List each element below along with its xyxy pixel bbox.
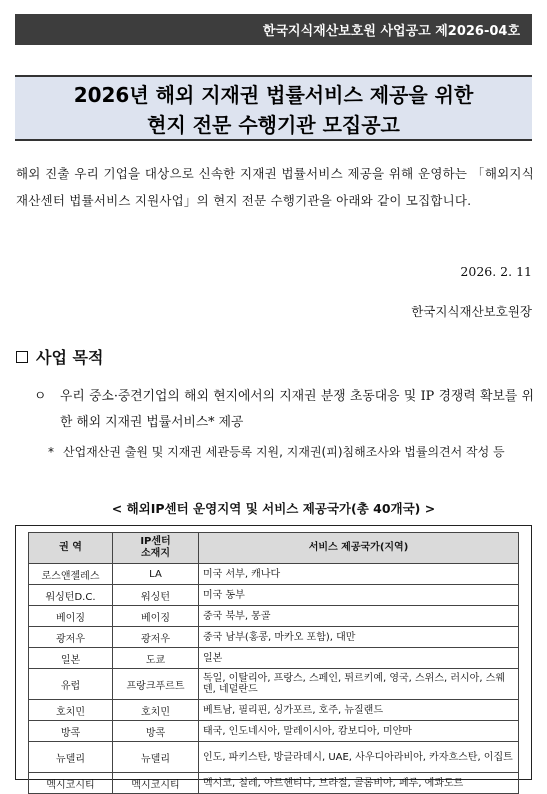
header-region: 권 역 xyxy=(29,533,113,564)
cell-region: 광저우 xyxy=(29,627,113,648)
cell-countries: 독일, 이탈리아, 프랑스, 스페인, 튀르키예, 영국, 스위스, 러시아, 스웨덴, 네덜란드 xyxy=(199,669,519,700)
cell-region: 베이징 xyxy=(29,606,113,627)
title-line-2: 현지 전문 수행기관 모집공고 xyxy=(147,113,400,137)
table-row xyxy=(29,700,519,721)
service-region-table xyxy=(28,532,519,794)
table-frame xyxy=(15,525,532,791)
cell-region: 로스앤젤레스 xyxy=(29,564,113,585)
table-row xyxy=(29,721,519,742)
cell-countries: 미국 서부, 캐나다 xyxy=(199,564,519,585)
table-row xyxy=(29,742,519,773)
cell-center: 호치민 xyxy=(113,700,199,721)
cell-countries: 미국 동부 xyxy=(199,585,519,606)
cell-region: 호치민 xyxy=(29,700,113,721)
section-title: 사업 목적 xyxy=(36,348,104,367)
purpose-text: 우리 중소·중견기업의 해외 현지에서의 지재권 분쟁 초동대응 및 IP 경쟁력 확보를 위한 해외 지재권 법률서비스* 제공 xyxy=(60,389,534,430)
header-center-line: IP센터 xyxy=(140,536,171,547)
title-line-1: 2026년 해외 지재권 법률서비스 제공을 위한 xyxy=(73,83,474,107)
cell-center: 뉴델리 xyxy=(113,742,199,773)
cell-region: 유럽 xyxy=(29,669,113,700)
cell-center: 방콕 xyxy=(113,721,199,742)
issuer-name: 한국지식재산보호원장 xyxy=(411,304,532,319)
cell-center: 프랑크푸르트 xyxy=(113,669,199,700)
table-row xyxy=(29,627,519,648)
square-bullet-icon xyxy=(16,351,28,363)
cell-region: 일본 xyxy=(29,648,113,669)
table-row xyxy=(29,773,519,794)
notice-number: 한국지식재산보호원 사업공고 제2026-04호 xyxy=(262,24,520,39)
table-row xyxy=(29,564,519,585)
notice-date: 2026. 2. 11 xyxy=(460,264,532,279)
table-row xyxy=(29,585,519,606)
cell-region: 뉴델리 xyxy=(29,742,113,773)
purpose-bullet xyxy=(34,384,534,436)
header-countries: 서비스 제공국가(지역) xyxy=(199,533,519,564)
cell-region: 방콕 xyxy=(29,721,113,742)
cell-center: 워싱턴 xyxy=(113,585,199,606)
cell-center: 멕시코시티 xyxy=(113,773,199,794)
cell-countries: 멕시코, 칠레, 아르헨티나, 브라질, 콜롬비아, 페루, 에콰도르 xyxy=(199,773,519,794)
cell-countries: 일본 xyxy=(199,648,519,669)
footnote-text: 산업재산권 출원 및 지재권 세관등록 지원, 지재권(피)침해조사와 법률의견서 작성 등 xyxy=(63,445,505,459)
cell-center: LA xyxy=(113,564,199,585)
intro-paragraph: 해외 진출 우리 기업을 대상으로 신속한 지재권 법률서비스 제공을 위해 운영하는 「해외지식재산센터 법률서비스 지원사업」의 현지 전문 수행기관을 아래와 같이 모집합니다. xyxy=(16,166,534,208)
asterisk-icon: * xyxy=(48,445,54,459)
section-heading xyxy=(16,345,103,368)
cell-countries: 태국, 인도네시아, 말레이시아, 캄보디아, 미얀마 xyxy=(199,721,519,742)
table-header-row xyxy=(29,533,519,564)
table-caption: < 해외IP센터 운영지역 및 서비스 제공국가(총 40개국) > xyxy=(111,501,436,516)
cell-countries: 중국 남부(홍콩, 마카오 포함), 대만 xyxy=(199,627,519,648)
header-center-line: 소재지 xyxy=(141,548,170,559)
header-center xyxy=(113,533,199,564)
cell-region: 워싱턴D.C. xyxy=(29,585,113,606)
cell-countries: 인도, 파키스탄, 방글라데시, UAE, 사우디아라비아, 카자흐스탄, 이집트 xyxy=(199,742,519,773)
table-row xyxy=(29,669,519,700)
footnote xyxy=(48,441,536,463)
cell-countries: 베트남, 필리핀, 싱가포르, 호주, 뉴질랜드 xyxy=(199,700,519,721)
cell-countries: 중국 북부, 몽골 xyxy=(199,606,519,627)
notice-header-bar xyxy=(15,14,532,45)
title-box xyxy=(15,75,532,141)
circle-bullet-icon: ㅇ xyxy=(34,389,47,404)
table-row xyxy=(29,606,519,627)
cell-center: 광저우 xyxy=(113,627,199,648)
table-row xyxy=(29,648,519,669)
cell-region: 멕시코시티 xyxy=(29,773,113,794)
cell-center: 도쿄 xyxy=(113,648,199,669)
cell-center: 베이징 xyxy=(113,606,199,627)
